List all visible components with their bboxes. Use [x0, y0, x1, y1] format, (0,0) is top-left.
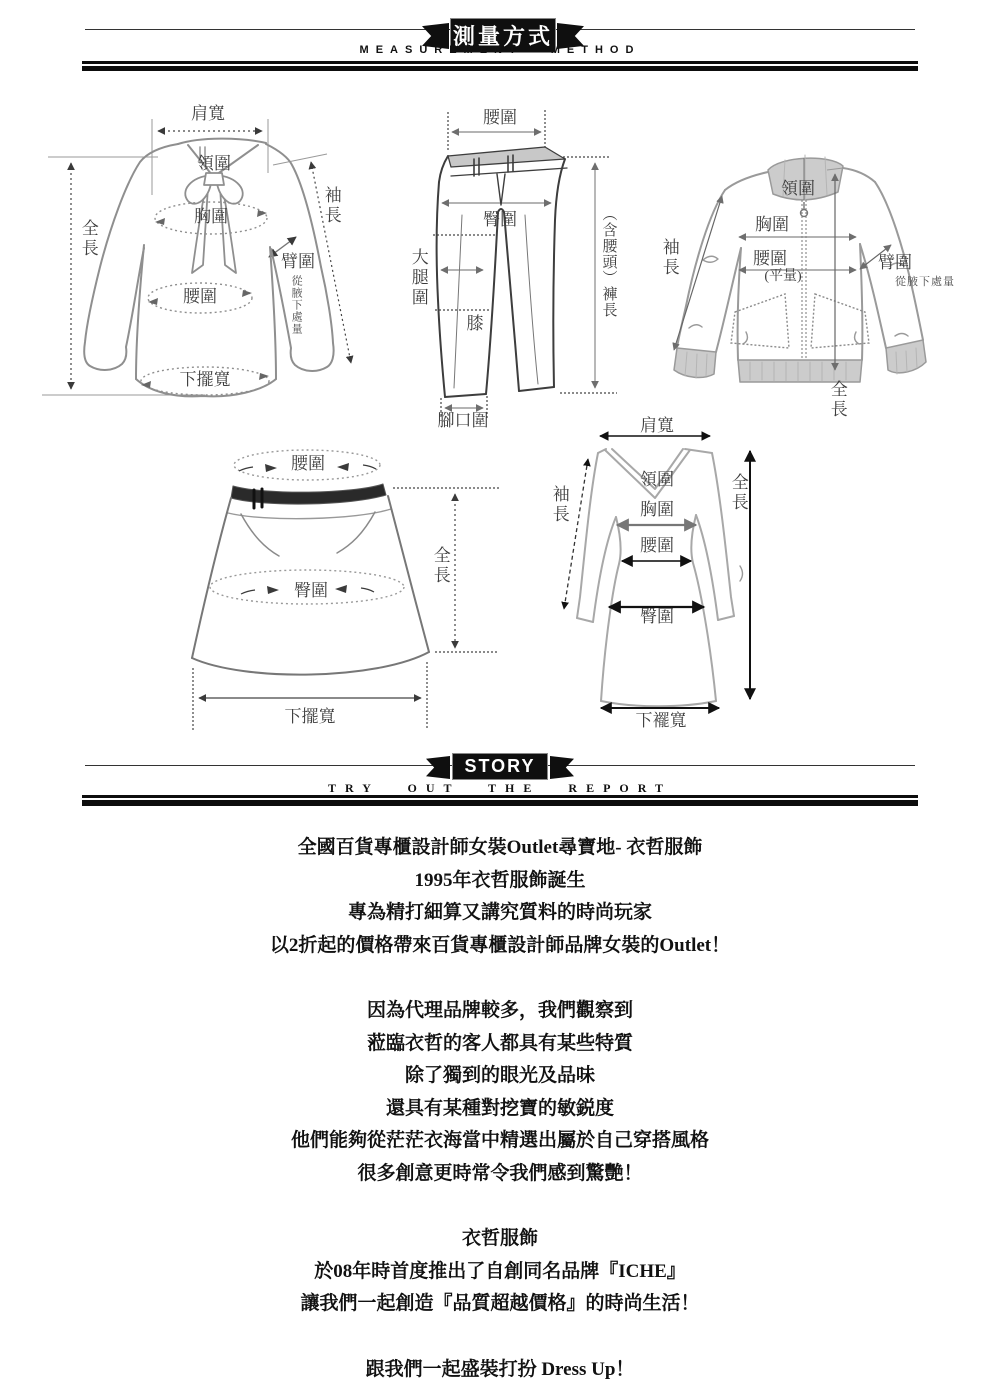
dress-drawing	[540, 405, 785, 740]
dress-sleeve-length-label: 袖長	[549, 485, 569, 525]
story-line: 1995年衣哲服飾誕生	[414, 869, 586, 891]
jacket-diagram	[645, 140, 985, 430]
ribbon-right-icon	[550, 756, 574, 779]
skirt-dimension-lines	[193, 488, 499, 730]
pants-hip-label: 臀圍	[483, 210, 517, 229]
story-paragraph	[0, 832, 1000, 962]
skirt-waist-label: 腰圍	[291, 454, 325, 473]
skirt-hem-width-label: 下擺寬	[284, 707, 336, 726]
story-text	[0, 832, 1000, 1386]
dress-diagram	[540, 405, 785, 740]
dress-collar-label: 領圍	[640, 470, 674, 489]
story-line: 專為精打細算又講究質料的時尚玩家	[347, 902, 652, 924]
divider-bar	[82, 795, 918, 798]
blouse-full-length-label: 全長	[78, 219, 98, 259]
dress-full-length-label: 全長	[728, 473, 748, 513]
story-line: 於08年時首度推出了自創同名品牌『ICHE』	[314, 1260, 686, 1282]
story-paragraph	[0, 995, 1000, 1191]
jacket-pockets	[731, 294, 869, 348]
story-line: 他們能夠從茫茫衣海當中精選出屬於自己穿搭風格	[290, 1130, 709, 1152]
pants-leg-opening-label: 腳口圍	[437, 411, 489, 430]
story-line: 還具有某種對挖寶的敏鋭度	[385, 1097, 614, 1119]
jacket-arm-note-label: 從腋下處量	[895, 276, 955, 288]
skirt-diagram	[105, 440, 503, 740]
divider-bar	[82, 61, 918, 64]
jacket-full-length-label: 全長	[827, 380, 847, 420]
story-line: 除了獨到的眼光及品味	[404, 1065, 595, 1087]
pants-knee-label: 膝	[466, 314, 484, 333]
blouse-hem-width-label: 下擺寬	[179, 370, 231, 389]
pants-waist-label: 腰圍	[483, 108, 517, 127]
jacket-bust-label: 胸圍	[755, 215, 789, 234]
story-line: 跟我們一起盛裝打扮 Dress Up！	[365, 1358, 635, 1380]
ribbon-left-icon	[426, 756, 450, 779]
pants-diagram	[395, 100, 640, 440]
jacket-waist-note-label: (平量)	[764, 269, 802, 284]
story-line: 因為代理品牌較多，我們觀察到	[366, 999, 633, 1021]
skirt-full-length-label: 全長	[430, 546, 450, 586]
story-subtitle: TRY OUT THE REPORT	[328, 781, 672, 795]
skirt-outline	[192, 484, 429, 675]
divider-bar	[82, 66, 918, 71]
skirt-ellipse-arrows	[239, 463, 376, 594]
story-line: 衣哲服飾	[461, 1228, 538, 1250]
pants-thigh-label: 大腿圍	[408, 248, 428, 308]
jacket-collar-label: 領圍	[781, 179, 815, 198]
section-subtitle: MEASUREMENT METHOD	[359, 44, 641, 56]
blouse-diagram	[40, 95, 355, 417]
blouse-arm-note-label: 從腋下處量	[290, 275, 303, 335]
section-title: 測量方式	[452, 24, 553, 49]
skirt-hip-label: 臀圍	[294, 581, 328, 600]
divider-bar	[82, 800, 918, 806]
story-line: 蒞臨衣哲的客人都具有某些特質	[366, 1032, 633, 1054]
dress-hip-label: 臀圍	[640, 607, 674, 626]
story-line: 讓我們一起創造『品質超越價格』的時尚生活！	[300, 1293, 700, 1315]
story-line: 很多創意更時常令我們感到驚艷！	[357, 1162, 643, 1184]
blouse-shoulder-width-label: 肩寬	[191, 104, 225, 123]
story-line: 以2折起的價格帶來百貨專櫃設計師品牌女裝的Outlet！	[269, 934, 731, 956]
pants-length-label: （含腰頭）褲長	[600, 206, 617, 318]
dress-hem-width-label: 下襬寬	[635, 711, 687, 730]
blouse-collar-label: 領圍	[197, 154, 231, 173]
story-line: 全國百貨專櫃設計師女裝Outlet尋寶地- 衣哲服飾	[297, 837, 703, 858]
blouse-arm-label: 臂圍	[281, 252, 315, 271]
blouse-waist-label: 腰圍	[183, 287, 217, 306]
dress-bust-label: 胸圍	[640, 500, 674, 519]
blouse-bust-label: 胸圍	[194, 207, 228, 226]
jacket-waist-label: 腰圍	[753, 249, 787, 268]
dress-shoulder-width-label: 肩寬	[640, 416, 674, 435]
story-title: STORY	[464, 756, 536, 776]
story-title-box	[452, 753, 548, 780]
jacket-sleeve-length-label: 袖長	[659, 238, 679, 278]
story-paragraph	[0, 1354, 1000, 1387]
dress-waist-label: 腰圍	[640, 536, 674, 555]
jacket-arm-label: 臂圍	[878, 253, 912, 272]
pants-outline	[437, 147, 567, 397]
story-paragraph	[0, 1223, 1000, 1321]
blouse-sleeve-length-label: 袖長	[321, 186, 341, 226]
